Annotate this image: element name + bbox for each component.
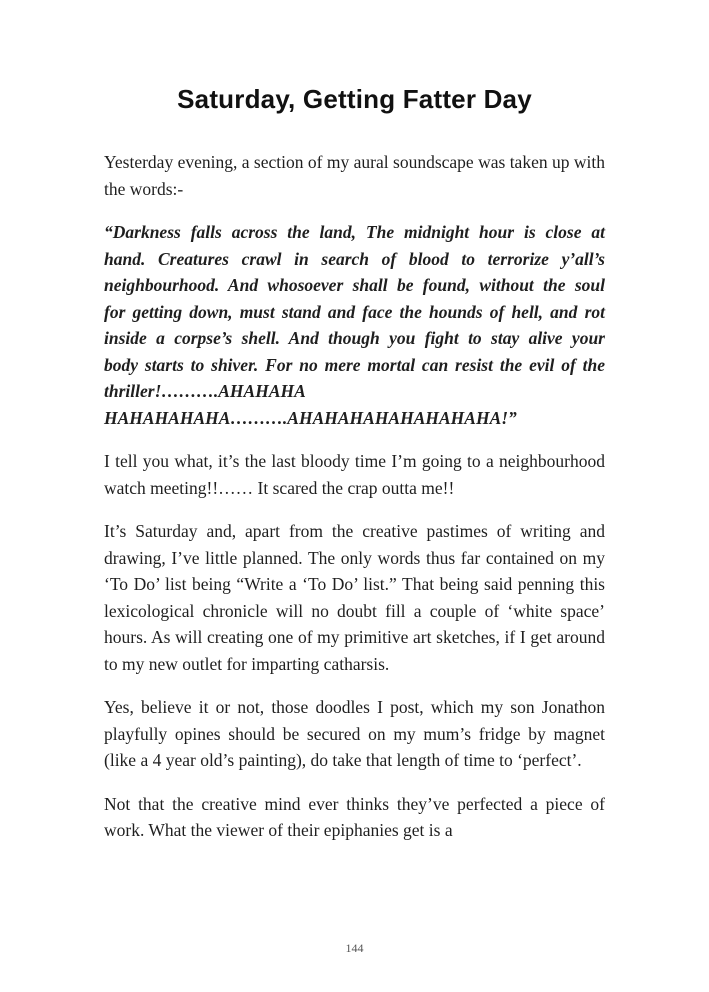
paragraph-saturday-plans: It’s Saturday and, apart from the creative pastimes of writing and drawing, I’ve little planned. The only words thus far contained on my ‘To Do’ list being “Write a ‘To Do’ list.” That being said penning this lexicological chronicle will no doubt fill a couple of ‘white space’ hours. As will creating one of my primitive art sketches, if I get around to my new outlet for imparting catharsis. <box>104 521 605 674</box>
paragraph-intro: Yesterday evening, a section of my aural soundscape was taken up with the words:- <box>104 152 605 199</box>
paragraph-thriller-quote: “Darkness falls across the land, The midnight hour is close at hand. Creatures crawl in search of blood to terrorize y’all’s neighbourhood. And whosoever shall be found, without the soul for getting down, must stand and face the hounds of hell, and rot inside a corpse’s shell. And though you fight to stay alive your body starts to shiver. For no mere mortal can resist the evil of the thriller!……….AHAHAHA HAHAHAHAHA……….AHAHAHAHAHAHAHAHA!” <box>104 222 605 428</box>
paragraph-doodles: Yes, believe it or not, those doodles I post, which my son Jonathon playfully opines should be secured on my mum’s fridge by magnet (like a 4 year old’s painting), do take that length of time to ‘perfect’. <box>104 697 605 770</box>
paragraph-neighbourhood-watch: I tell you what, it’s the last bloody time I’m going to a neighbourhood watch meeting!!…… It scared the crap outta me!! <box>104 451 605 498</box>
page-number: 144 <box>345 941 364 955</box>
page-title: Saturday, Getting Fatter Day <box>177 84 532 114</box>
paragraph-creative-mind: Not that the creative mind ever thinks they’ve perfected a piece of work. What the viewer of their epiphanies get is a <box>104 793 605 840</box>
page-content <box>104 84 605 861</box>
